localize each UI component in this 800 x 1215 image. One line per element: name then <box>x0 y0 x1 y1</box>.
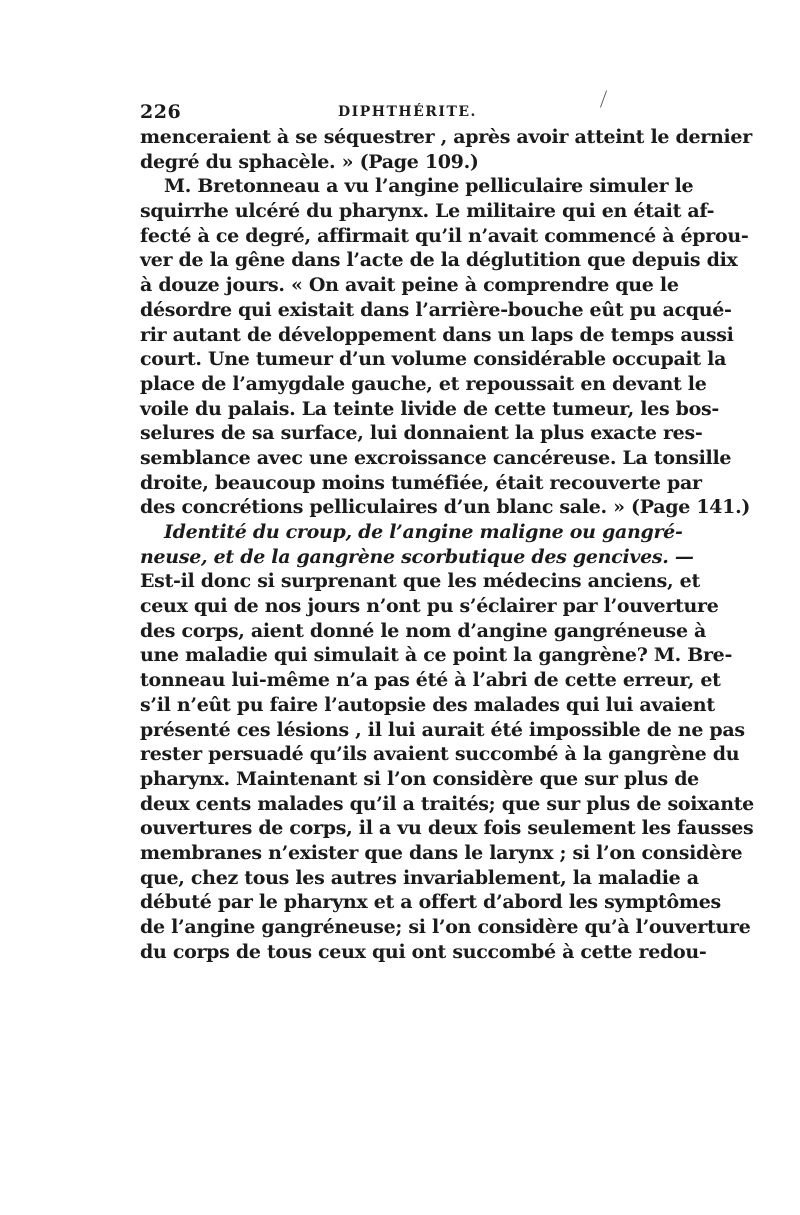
body-text <box>140 125 754 964</box>
text-line: voile du palais. La teinte livide de cette tumeur, les bos- <box>140 397 719 420</box>
text-line: pharynx. Maintenant si l’on considère que sur plus de <box>140 767 699 790</box>
text-line: M. Bretonneau a vu l’angine pelliculaire simuler le <box>164 175 694 198</box>
text-line: des corps, aient donné le nom d’angine gangréneuse à <box>140 619 707 642</box>
text-line: menceraient à se séquestrer , après avoir atteint le dernier <box>140 126 752 148</box>
text-line: des concrétions pelliculaires d’un blanc sale. » (Page 141.) <box>140 496 751 519</box>
text-line: Est-il donc si surprenant que les médecins anciens, et <box>140 570 700 593</box>
section-heading-line <box>140 520 683 545</box>
text-line: de l’angine gangréneuse; si l’on considère qu’à l’ouverture <box>140 916 751 938</box>
text-line: deux cents malades qu’il a traités; que sur plus de soixante <box>140 792 754 815</box>
text-line: semblance avec une excroissance cancéreuse. La tonsille <box>140 446 732 469</box>
running-title: DIPHTHÉRITE. <box>338 104 477 120</box>
text-line: droite, beaucoup moins tuméfiée, était recouverte par <box>140 471 702 494</box>
section-heading: Identité du croup, de l’angine maligne ou gangré- <box>164 521 683 543</box>
text-line: tonneau lui-même n’a pas été à l’abri de cette erreur, et <box>140 669 721 692</box>
text-line: ceux qui de nos jours n’ont pu s’éclairer par l’ouverture <box>140 595 719 618</box>
text-line: squirrhe ulcéré du pharynx. Le militaire qui en était af- <box>140 200 715 223</box>
section-heading-line <box>140 545 694 570</box>
page-header <box>140 101 670 125</box>
text-line: rir autant de développement dans un laps de temps aussi <box>140 323 734 346</box>
text-line: une maladie qui simulait à ce point la gangrène? M. Bre- <box>140 644 733 667</box>
text-line: débuté par le pharynx et a offert d’abord les symptômes <box>140 891 721 914</box>
text-line: ouvertures de corps, il a vu deux fois seulement les fausses <box>140 817 754 840</box>
text-line: que, chez tous les autres invariablement, la maladie a <box>140 866 699 889</box>
text-line: membranes n’exister que dans le larynx ; si l’on considère <box>140 841 743 864</box>
text-line: ver de la gêne dans l’acte de la déglutition que depuis dix <box>140 249 738 272</box>
text-line: du corps de tous ceux qui ont succombé à cette redou- <box>140 940 707 963</box>
text-line: rester persuadé qu’ils avaient succombé à la gangrène du <box>140 743 740 766</box>
text-line: court. Une tumeur d’un volume considérable occupait la <box>140 348 727 371</box>
page-number: 226 <box>140 101 182 123</box>
text-line: selures de sa surface, lui donnaient la plus exacte res- <box>140 422 703 445</box>
text-line: présenté ces lésions , il lui aurait été impossible de ne pas <box>140 718 745 741</box>
text-line: à douze jours. « On avait peine à comprendre que le <box>140 274 679 297</box>
section-heading: neuse, et de la gangrène scorbutique des gencives. — <box>140 545 694 568</box>
text-line: désordre qui existait dans l’arrière-bouche eût pu acqué- <box>140 298 732 321</box>
text-line: degré du sphacèle. » (Page 109.) <box>140 150 479 173</box>
text-line: s’il n’eût pu faire l’autopsie des malades qui lui avaient <box>140 693 715 716</box>
text-line: fecté à ce degré, affirmait qu’il n’avait commencé à éprou- <box>140 224 749 247</box>
text-line: place de l’amygdale gauche, et repoussait en devant le <box>140 372 707 395</box>
